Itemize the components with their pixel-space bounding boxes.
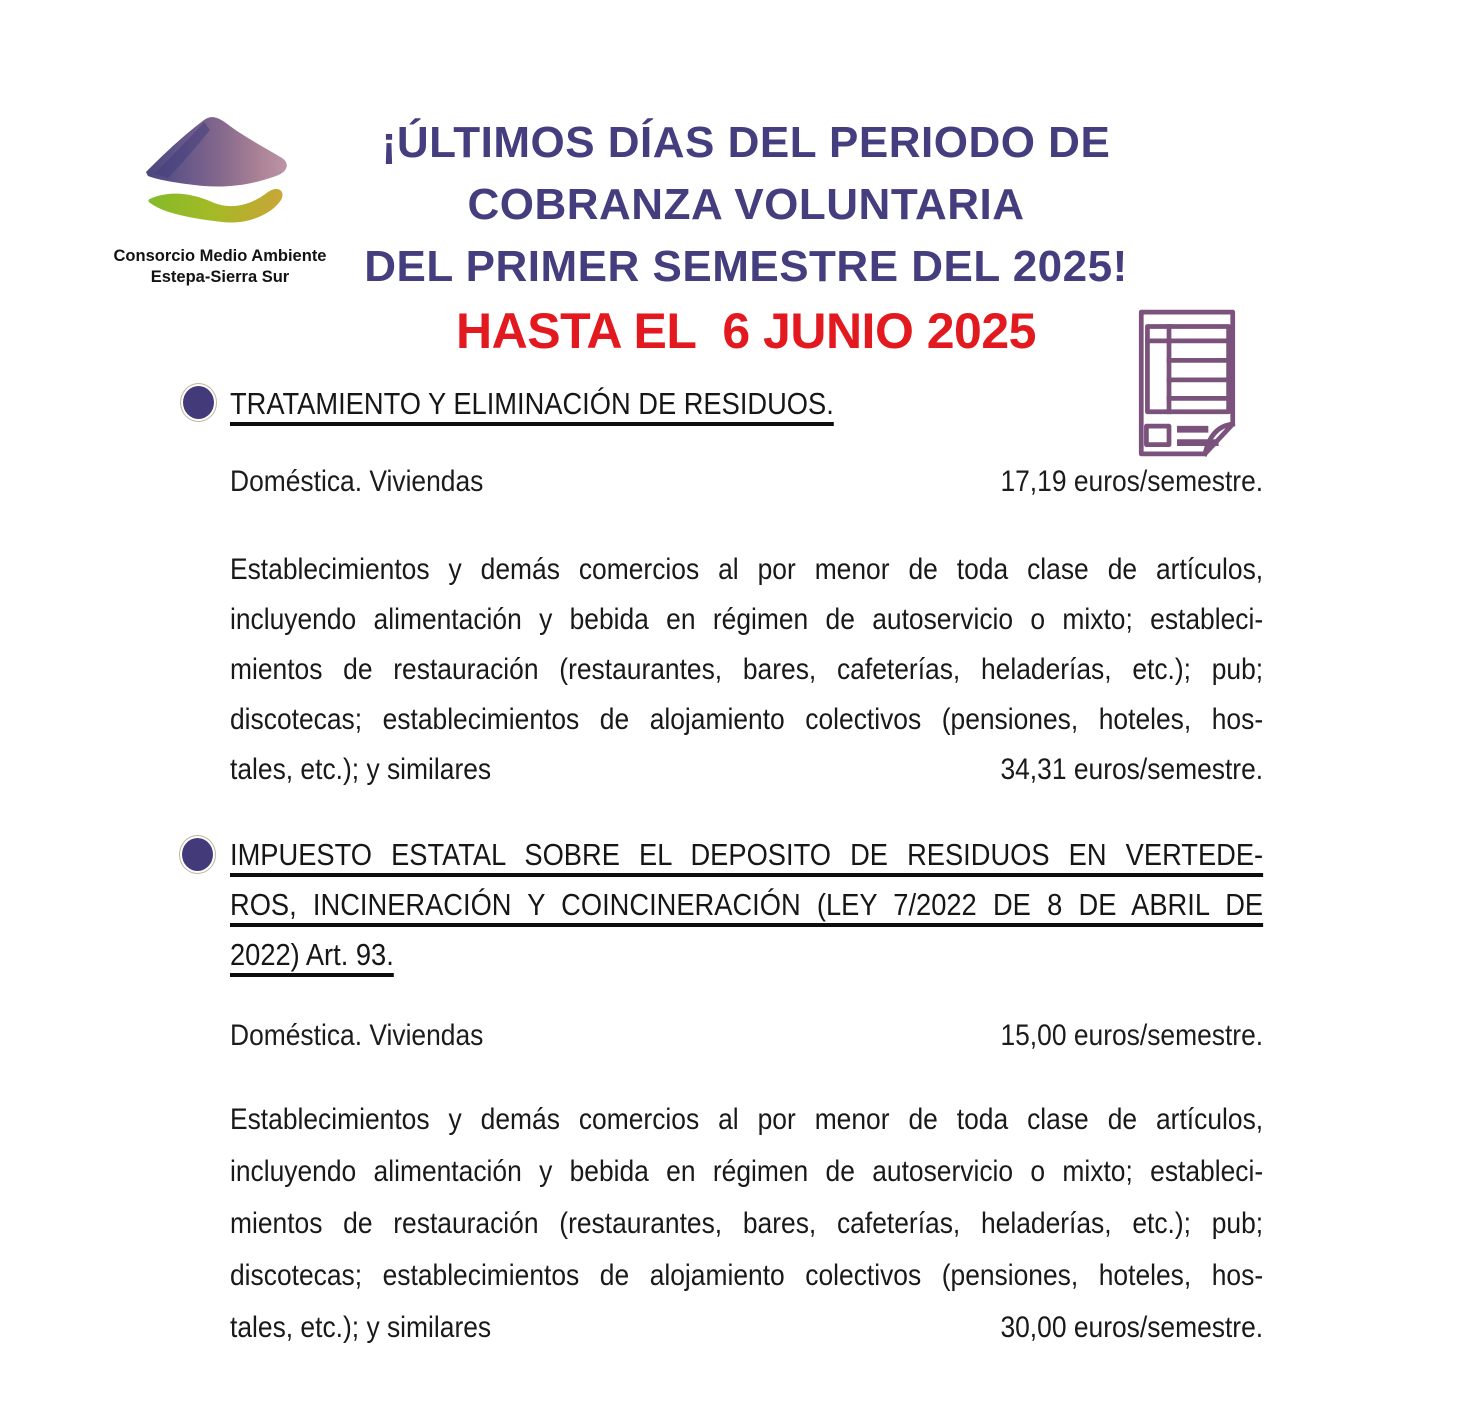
paragraph-line: Establecimientos y demás comercios al por menor de toda clase de artículos, <box>230 553 1264 586</box>
section-2-domestic-price: 15,00 euros/semestre. <box>1000 1019 1264 1052</box>
paragraph-last-row <box>230 745 1263 795</box>
section-1-business-paragraph <box>230 545 1263 795</box>
paragraph-line: incluyendo alimentación y bebida en régimen de autoservicio o mixto; estableci- <box>230 603 1264 636</box>
headline-block <box>322 112 1170 360</box>
paragraph-line: Establecimientos y demás comercios al por menor de toda clase de artículos, <box>230 1103 1264 1136</box>
paragraph-last-line: tales, etc.); y similares <box>230 1311 492 1344</box>
section-2-domestic-row <box>230 1016 1263 1056</box>
paragraph-line: discotecas; establecimientos de alojamiento colectivos (pensiones, hoteles, hos- <box>230 703 1264 736</box>
deadline-text: HASTA EL 6 JUNIO 2025 <box>456 303 1036 359</box>
headline-line-3: DEL PRIMER SEMESTRE DEL 2025! <box>364 242 1128 291</box>
consorcio-logo <box>140 108 300 233</box>
section-1-domestic-row <box>230 462 1263 502</box>
section-2-domestic-label: Doméstica. Viviendas <box>230 1019 484 1052</box>
section-1-heading-line: TRATAMIENTO Y ELIMINACIÓN DE RESIDUOS. <box>230 386 834 421</box>
logo-caption-line2: Estepa-Sierra Sur <box>150 268 290 286</box>
section-2-heading-line: 2022) Art. 93. <box>230 937 394 972</box>
section-2-heading-line: IMPUESTO ESTATAL SOBRE EL DEPOSITO DE RESIDUOS EN VERTEDE- <box>230 837 1264 872</box>
section-2-business-paragraph <box>230 1094 1263 1354</box>
section-1-domestic-label: Doméstica. Viviendas <box>230 465 484 498</box>
logo-caption <box>92 246 348 288</box>
paragraph-last-line: tales, etc.); y similares <box>230 753 492 786</box>
paragraph-line: mientos de restauración (restaurantes, bares, cafeterías, heladerías, etc.); pub; <box>230 653 1264 686</box>
headline-line-1: ¡ÚLTIMOS DÍAS DEL PERIODO DE <box>381 118 1111 167</box>
section-1-domestic-price: 17,19 euros/semestre. <box>1000 465 1264 498</box>
logo-caption-line1: Consorcio Medio Ambiente <box>113 247 327 265</box>
paragraph-line: incluyendo alimentación y bebida en régimen de autoservicio o mixto; estableci- <box>230 1155 1264 1188</box>
paragraph-line: discotecas; establecimientos de alojamiento colectivos (pensiones, hoteles, hos- <box>230 1259 1264 1292</box>
paragraph-line: mientos de restauración (restaurantes, bares, cafeterías, heladerías, etc.); pub; <box>230 1207 1264 1240</box>
section-1-bullet-icon <box>183 386 214 419</box>
section-2-heading <box>230 830 1263 980</box>
section-1-heading <box>230 379 1263 429</box>
headline-line-2: COBRANZA VOLUNTARIA <box>467 180 1025 229</box>
watercolor-mountains-icon <box>140 108 300 233</box>
section-2-heading-line: ROS, INCINERACIÓN Y COINCINERACIÓN (LEY 7/2022 DE 8 DE ABRIL DE <box>230 887 1264 922</box>
section-2-business-price: 30,00 euros/semestre. <box>1000 1311 1264 1344</box>
paragraph-last-row <box>230 1302 1263 1354</box>
section-2-bullet-icon <box>182 838 213 871</box>
section-1-business-price: 34,31 euros/semestre. <box>1000 753 1264 786</box>
